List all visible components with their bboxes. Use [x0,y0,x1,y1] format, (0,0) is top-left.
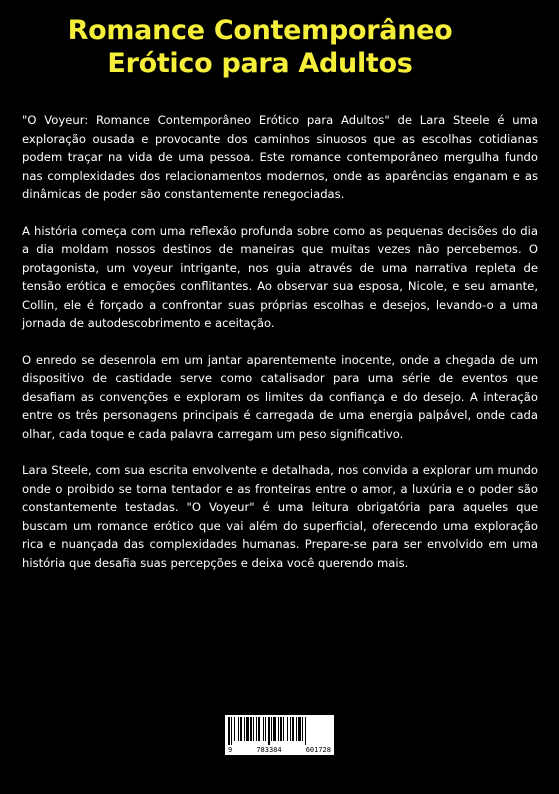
barcode-bar [244,717,245,741]
barcode-bar [290,717,291,741]
cover-title [0,14,520,80]
title-line-1: Romance Contemporâneo [67,15,453,46]
barcode-bar [298,717,301,741]
barcode-bars [228,717,331,745]
barcode-digit-group-3: 601728 [305,746,331,754]
barcode-bar [268,717,270,745]
barcode-bar [238,717,239,741]
synopsis-paragraph-2: A história começa com uma reflexão profunda sobre como as pequenas decisões do dia a dia moldam nossos destinos de maneiras que muitas vezes não percebemos. O protagonista, um voyeur intrigante, nos guia através de uma narrativa repleta de tensão erótica e emoções conflitantes. Ao observar sua esposa, Nicole, e seu amante, Collin, ele é forçado a confrontar suas próprias escolhas e desejos, levando-o a uma jornada de autodescobrimento e aceitação. [22,223,538,330]
synopsis [22,111,538,590]
barcode-bar [280,717,282,741]
barcode-bar [258,717,260,741]
isbn-barcode [225,715,334,755]
barcode-bar [231,717,232,745]
barcode-bar [234,717,235,741]
barcode-bar [283,717,284,741]
barcode-bar [240,717,242,741]
barcode-bar [287,717,288,741]
barcode-bar [265,717,266,741]
barcode-bar [296,717,297,741]
barcode-bar [278,717,279,741]
barcode-bar [302,717,303,741]
barcode-bar [271,717,272,741]
barcode-digits [228,746,331,754]
barcode-bar [228,717,230,745]
barcode-digit-group-2: 783384 [256,746,282,754]
barcode-bar [250,717,252,741]
barcode-bar [256,717,257,741]
title-line-2: Erótico para Adultos [107,48,413,79]
synopsis-paragraph-4: Lara Steele, com sua escrita envolvente e detalhada, nos convida a explorar um mundo onde o proibido se torna tentador e as fronteiras entre o amor, a luxúria e o poder são constantemente testadas. "O Voyeur" é uma leitura obrigatória para aqueles que buscam um romance erótico que vai além do superficial, oferecendo uma exploração rica e nuançada das complexidades humanas. Prepare-se para ser envolvido em uma história que desafia suas percepções e deixa você querendo mais. [22,463,538,570]
synopsis-paragraph-3: O enredo se desenrola em um jantar aparentemente inocente, onde a chegada de um dispositivo de castidade serve como catalisador para uma série de eventos que desafiam as convenções e exploram os limites da confiança e do desejo. A interação entre os três personagens principais é carregada de uma energia palpável, onde cada olhar, cada toque e cada palavra carregam um peso significativo. [22,352,538,441]
synopsis-paragraph-1: "O Voyeur: Romance Contemporâneo Erótico para Adultos" de Lara Steele é uma exploração ousada e provocante dos caminhos sinuosos que as escolhas cotidianas podem traçar na vida de uma pessoa. Este romance contemporâneo mergulha fundo nas complexidades dos relacionamentos modernos, onde as aparências enganam e as dinâmicas de poder são constantemente renegociadas. [22,113,538,201]
barcode-bar [292,717,294,741]
barcode-bar [253,717,254,741]
barcode-bar [305,717,306,745]
barcode-digit-group-1: 9 [228,746,233,754]
barcode-bar [263,717,264,741]
barcode-bar [273,717,276,741]
barcode-bar [246,717,249,741]
